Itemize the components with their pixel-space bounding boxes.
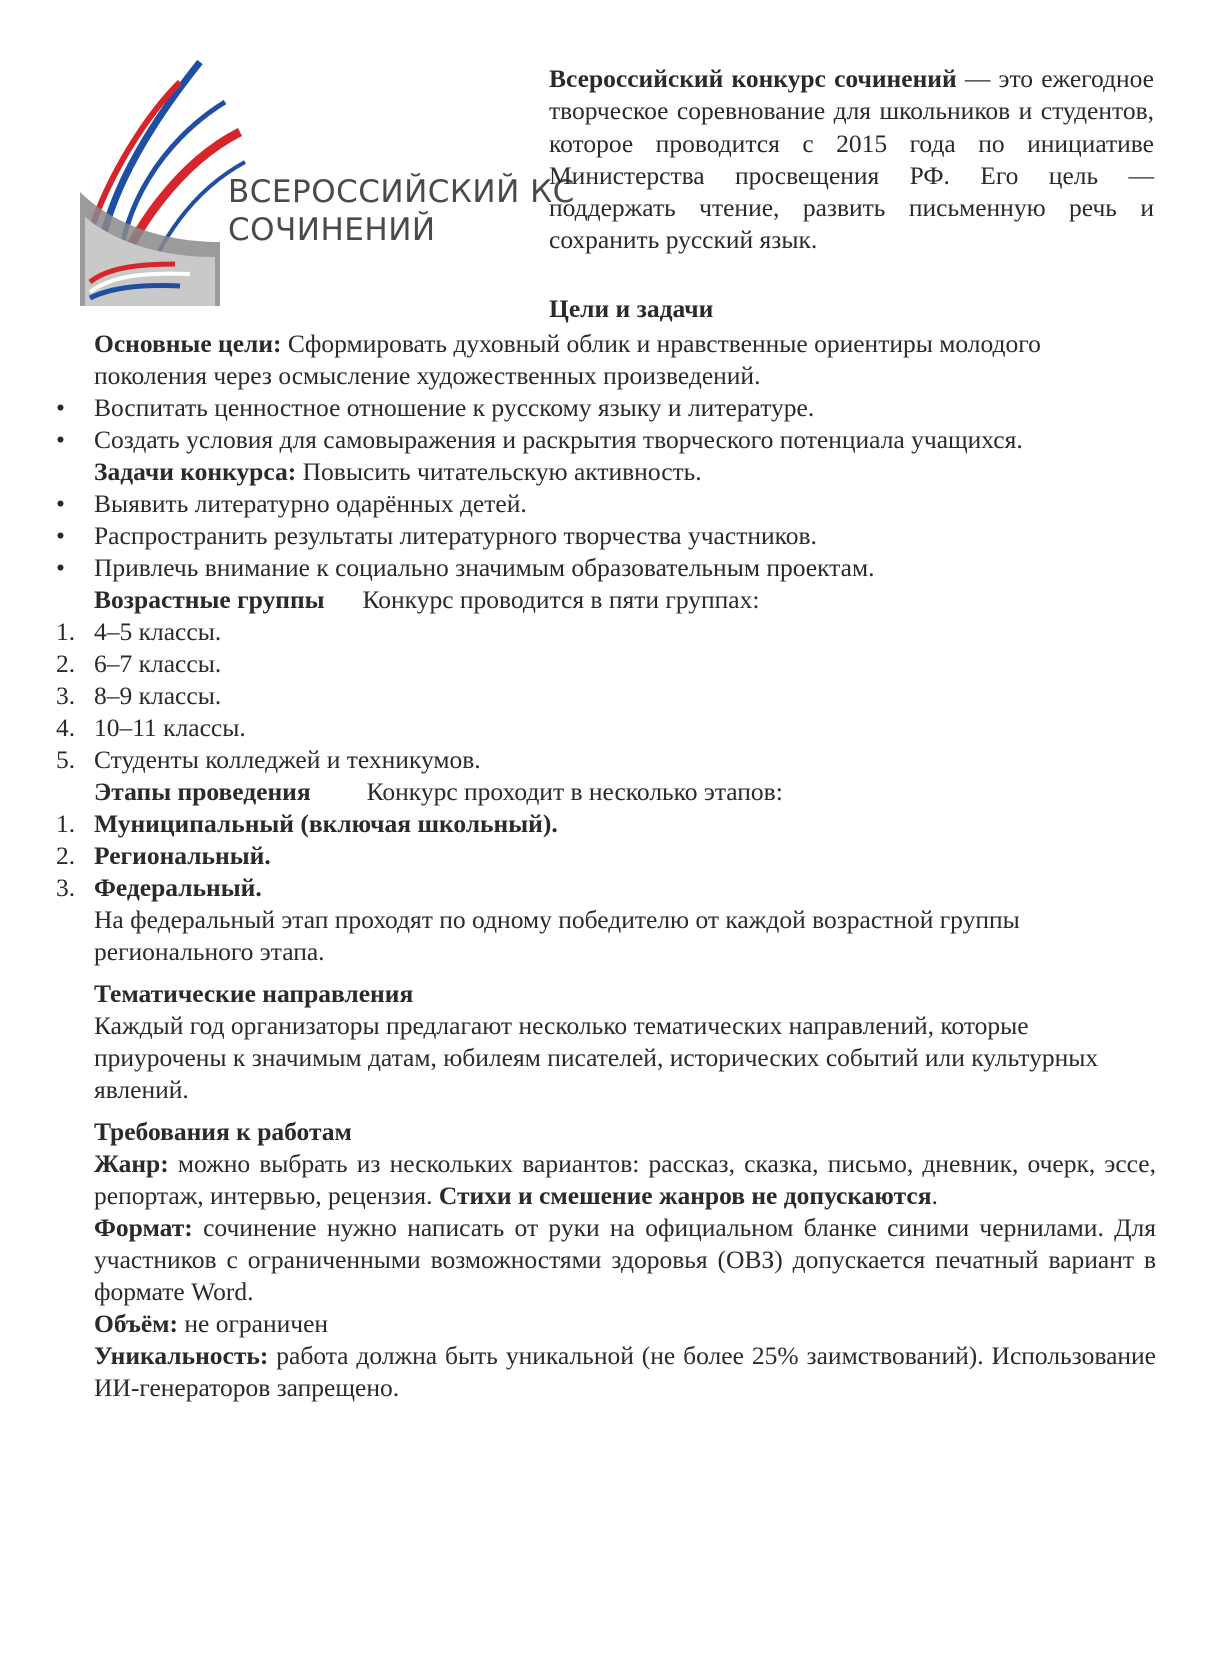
list-number: 1. (56, 809, 76, 838)
list-number: 5. (56, 745, 76, 774)
list-item (56, 712, 1156, 744)
themes-heading-text: Тематические направления (94, 979, 414, 1008)
list-number: 2. (56, 649, 76, 678)
list-number: 4. (56, 713, 76, 742)
genre-end: . (931, 1181, 938, 1210)
main-goals-paragraph (56, 328, 1156, 392)
list-item (56, 424, 1156, 456)
list-item (56, 520, 1156, 552)
list-item (56, 552, 1156, 584)
stages-note: На федеральный этап проходят по одному победителю от каждой возрастной группы регионального этапа. (94, 905, 1020, 966)
logo-text-line2: СОЧИНЕНИЙ (228, 212, 436, 248)
list-item (56, 648, 1156, 680)
list-item (56, 616, 1156, 648)
list-item (56, 744, 1156, 776)
intro-title: Всероссийский конкурс сочинений (549, 64, 957, 93)
age-groups-paragraph (56, 584, 1156, 616)
tasks-label: Задачи конкурса: (94, 457, 297, 486)
contest-logo (80, 42, 575, 306)
genre-paragraph (56, 1148, 1156, 1212)
age-group-text: 4–5 классы. (94, 617, 222, 646)
themes-text: Каждый год организаторы предлагают несколько тематических направлений, которые приурочены к значимым датам, юбилеям писателей, исторических событий или культурных явлений. (94, 1011, 1099, 1104)
list-item (56, 392, 1156, 424)
themes-heading (56, 978, 1156, 1010)
list-number: 3. (56, 873, 76, 902)
list-item (56, 872, 1156, 904)
tasks-text: Повысить читательскую активность. (296, 457, 702, 486)
age-group-text: Студенты колледжей и техникумов. (94, 745, 481, 774)
list-item (56, 808, 1156, 840)
requirements-heading (56, 1116, 1156, 1148)
list-number: 3. (56, 681, 76, 710)
main-goals-text: Сформировать духовный облик и нравственные ориентиры молодого поколения через осмысление художественных произведений. (94, 329, 1041, 390)
volume-paragraph (56, 1308, 1156, 1340)
task-bullet-text: Выявить литературно одарённых детей. (94, 489, 527, 518)
volume-text: не ограничен (178, 1309, 329, 1338)
bullet-marker: • (56, 553, 65, 582)
task-bullet-text: Привлечь внимание к социально значимым образовательным проектам. (94, 553, 875, 582)
list-number: 2. (56, 841, 76, 870)
age-group-text: 6–7 классы. (94, 649, 222, 678)
age-groups-label: Возрастные группы (94, 585, 325, 614)
bullet-marker: • (56, 393, 65, 422)
intro-text: — это ежегодное творческое соревнование для школьников и студентов, которое проводится с 2015 года по инициативе Министерства просвещения РФ. Его цель — поддержать чтение, развить письменную речь и сохранить русский язык. (549, 64, 1154, 255)
genre-label: Жанр: (94, 1149, 169, 1178)
stage-text: Муниципальный (включая школьный). (94, 809, 558, 838)
genre-text: можно выбрать из нескольких вариантов: рассказ, сказка, письмо, дневник, очерк, эссе, репортаж, интервью, рецензия. (94, 1149, 1156, 1210)
content-body (56, 328, 1156, 1404)
logo-text-line1: ВСЕРОССИЙСКИЙ КС (228, 174, 575, 210)
age-groups-text: Конкурс проводится в пяти группах: (362, 585, 760, 614)
requirements-heading-text: Требования к работам (94, 1117, 352, 1146)
format-text: сочинение нужно написать от руки на официальном бланке синими чернилами. Для участников с ограниченными возможностями здоровья (ОВЗ) допускается печатный вариант в формате Word. (94, 1213, 1156, 1306)
list-item (56, 840, 1156, 872)
volume-label: Объём: (94, 1309, 178, 1338)
list-item (56, 488, 1156, 520)
tasks-paragraph (56, 456, 1156, 488)
list-number: 1. (56, 617, 76, 646)
goals-heading: Цели и задачи (549, 294, 714, 323)
stage-text: Федеральный. (94, 873, 262, 902)
logo-graphic (80, 42, 250, 306)
stages-text: Конкурс проходит в несколько этапов: (366, 777, 783, 806)
format-label: Формат: (94, 1213, 193, 1242)
uniqueness-paragraph (56, 1340, 1156, 1404)
bullet-marker: • (56, 425, 65, 454)
age-group-text: 10–11 классы. (94, 713, 246, 742)
main-goals-label: Основные цели: (94, 329, 282, 358)
format-paragraph (56, 1212, 1156, 1308)
stages-label: Этапы проведения (94, 777, 311, 806)
list-item (56, 680, 1156, 712)
intro-paragraph (549, 63, 1154, 257)
goal-bullet-text: Создать условия для самовыражения и раскрытия творческого потенциала учащихся. (94, 425, 1023, 454)
stages-paragraph (56, 776, 1156, 808)
uniqueness-text: работа должна быть уникальной (не более 25% заимствований). Использование ИИ-генераторов запрещено. (94, 1341, 1156, 1402)
goal-bullet-text: Воспитать ценностное отношение к русскому языку и литературе. (94, 393, 815, 422)
task-bullet-text: Распространить результаты литературного творчества участников. (94, 521, 817, 550)
genre-bold: Стихи и смешение жанров не допускаются (438, 1181, 932, 1210)
bullet-marker: • (56, 489, 65, 518)
stage-text: Региональный. (94, 841, 271, 870)
uniqueness-label: Уникальность: (94, 1341, 269, 1370)
bullet-marker: • (56, 521, 65, 550)
age-group-text: 8–9 классы. (94, 681, 222, 710)
